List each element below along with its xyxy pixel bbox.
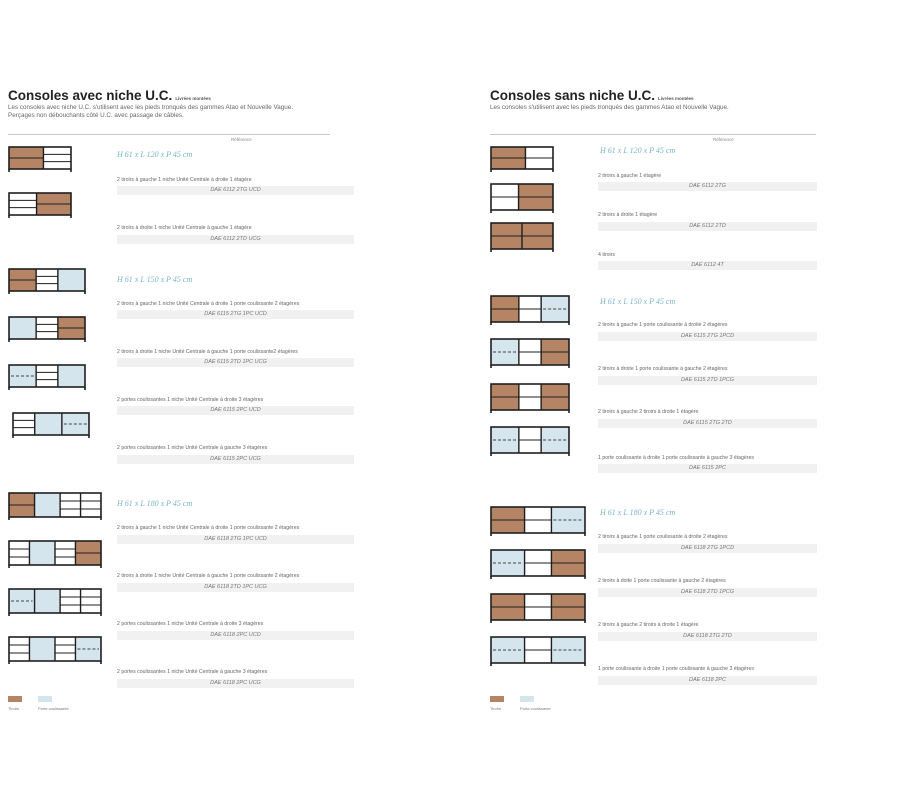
console-illustration xyxy=(490,183,554,213)
console-illustration xyxy=(490,383,570,413)
product-reference: DAE 6112 2TG UCD xyxy=(117,186,354,195)
drawer-block xyxy=(37,193,71,215)
sliding-door-block xyxy=(29,541,55,565)
dimension-label: H 61 x L 180 x P 45 cm xyxy=(600,508,676,517)
product-description: 2 tiroirs à doite 1 porte coulissante à gauche 2 étagères xyxy=(598,578,726,584)
open-shelf-block xyxy=(81,501,101,509)
sliding-door-block xyxy=(541,296,569,322)
product-description: 2 tiroirs à gauche 1 niche Unité Centrale à droite 1 porte coulissante 2 étagères xyxy=(117,301,300,307)
product-description: 2 tiroirs à droite 1 niche Unité Centrale à gauche 1 porte coulissante 2 étagères xyxy=(117,573,300,579)
drawer-block xyxy=(491,594,525,620)
open-shelf-block xyxy=(9,200,37,207)
product-description: 4 tiroirs xyxy=(598,252,616,258)
sliding-door-block xyxy=(62,413,89,435)
drawer-block xyxy=(522,223,553,249)
open-shelf-block xyxy=(36,276,58,283)
open-shelf-block xyxy=(55,549,75,557)
open-shelf-block xyxy=(36,372,58,379)
product-reference: DAE 6118 2TG 1PCD xyxy=(598,544,817,553)
sliding-door-block xyxy=(75,637,101,661)
drawer-block xyxy=(491,223,522,249)
console-illustration xyxy=(8,146,72,172)
drawer-block xyxy=(491,296,519,322)
product-description: 2 tiroirs à gauche 2 tiroirs à droite 1 étagère xyxy=(598,409,699,415)
sliding-door-block xyxy=(9,365,36,387)
drawer-block xyxy=(491,507,525,533)
section-title: Consoles sans niche U.C. Livrées montées xyxy=(490,88,694,103)
drawer-block xyxy=(551,550,585,576)
drawer-block xyxy=(541,339,569,365)
console-illustration xyxy=(8,588,102,616)
sliding-door-block xyxy=(491,637,525,663)
drawer-block xyxy=(491,147,525,169)
console-illustration xyxy=(8,192,72,218)
sliding-door-block xyxy=(35,589,61,613)
product-description: 2 tiroirs à gauche 1 niche Unité Centrale à droite 1 étagère xyxy=(117,177,252,183)
dimension-label: H 61 x L 180 x P 45 cm xyxy=(117,499,193,508)
sliding-door-block xyxy=(551,637,585,663)
sliding-door-block xyxy=(58,269,85,291)
sliding-door-block xyxy=(491,427,519,453)
product-reference: DAE 6118 2TG 1PC UCD xyxy=(117,535,354,544)
wood-swatch xyxy=(8,696,22,702)
product-description: 2 tiroirs à gauche 1 porte coulissante à droite 2 étagères xyxy=(598,322,728,328)
drawer-block xyxy=(541,384,569,410)
product-reference: DAE 6118 2PC UCG xyxy=(117,679,354,688)
product-description: 2 portes coulissantes 1 niche Unité Centrale à droite 3 étagères xyxy=(117,397,264,403)
drawer-block xyxy=(491,384,519,410)
console-illustration xyxy=(490,426,570,456)
section-title: Consoles avec niche U.C. Livrées montées xyxy=(8,88,211,103)
glass-swatch xyxy=(520,696,534,702)
legend-label: Tiroirs xyxy=(490,706,501,711)
console-illustration xyxy=(8,364,86,390)
open-shelf-block xyxy=(60,597,80,605)
console-illustration xyxy=(490,222,554,252)
sliding-door-block xyxy=(551,507,585,533)
open-shelf-block xyxy=(81,597,101,605)
drawer-block xyxy=(58,317,85,339)
legend-label: Tiroirs xyxy=(8,706,19,711)
sliding-door-block xyxy=(35,413,62,435)
sliding-door-block xyxy=(58,365,85,387)
product-reference: DAE 6112 2TD xyxy=(598,222,817,231)
product-reference: DAE 6115 2PC xyxy=(598,464,817,473)
divider xyxy=(490,134,816,135)
console-illustration xyxy=(490,593,586,623)
divider xyxy=(8,134,330,135)
sliding-door-block xyxy=(35,493,61,517)
product-reference: DAE 6118 2TG 2TD xyxy=(598,632,817,641)
product-description: 2 tiroirs à gauche 1 étagère xyxy=(598,173,662,179)
product-reference: DAE 6115 2PC UCD xyxy=(117,406,354,415)
open-shelf-block xyxy=(9,645,29,653)
console-illustration xyxy=(8,636,102,664)
open-shelf-block xyxy=(9,549,29,557)
product-reference: DAE 6115 2PC UCG xyxy=(117,455,354,464)
console-illustration xyxy=(8,316,86,342)
product-reference: DAE 6118 2PC xyxy=(598,676,817,685)
product-description: 1 porte coulissante à droite 1 porte coulissante à gauche 3 étagères xyxy=(598,666,755,672)
product-description: 2 portes coulissantes 1 niche Unité Centrale à gauche 3 étagères xyxy=(117,669,268,675)
console-illustration xyxy=(490,506,586,536)
console-without-niche-section xyxy=(456,0,912,800)
product-description: 2 tiroirs à droite 1 porte coulissante à gauche 2 étagères xyxy=(598,366,728,372)
product-reference: DAE 6112 2TG xyxy=(598,182,817,191)
product-description: 2 portes coulissantes 1 niche Unité Centrale à droite 3 étagères xyxy=(117,621,264,627)
product-reference: DAE 6118 2TD 1PCG xyxy=(598,588,817,597)
sliding-door-block xyxy=(541,427,569,453)
product-reference: DAE 6112 4T xyxy=(598,261,817,270)
drawer-block xyxy=(75,541,101,565)
glass-swatch xyxy=(38,696,52,702)
dimension-label: H 61 x L 120 x P 45 cm xyxy=(600,146,676,155)
open-shelf-block xyxy=(36,324,58,331)
open-shelf-block xyxy=(60,501,80,509)
console-illustration xyxy=(490,636,586,666)
sliding-door-block xyxy=(491,339,519,365)
console-illustration xyxy=(8,268,86,294)
product-reference: DAE 6115 2TG 1PCD xyxy=(598,332,817,341)
console-illustration xyxy=(490,549,586,579)
legend-label: Porte coulissante xyxy=(520,706,551,711)
wood-swatch xyxy=(490,696,504,702)
product-reference: DAE 6115 2TD 1PC UCG xyxy=(117,358,354,367)
console-illustration xyxy=(12,412,90,438)
sliding-door-block xyxy=(9,317,36,339)
sliding-door-block xyxy=(491,550,525,576)
open-shelf-block xyxy=(55,645,75,653)
product-description: 2 tiroirs à droite 1 niche Unité Centrale à gauche 1 porte coulissante2 étagères xyxy=(117,349,298,355)
sliding-door-block xyxy=(9,589,35,613)
section-description: Les consoles avec niche U.C. s'utilisent avec les pieds tronqués des gammes Atao et Nouvelle Vague. Perçages non débouchants côté U.C. avec passage de câbles. xyxy=(8,104,293,119)
product-description: 2 tiroirs à droite 1 niche Unité Centrale à gauche 1 étagère xyxy=(117,225,252,231)
drawer-block xyxy=(551,594,585,620)
product-reference: DAE 6118 2PC UCD xyxy=(117,631,354,640)
dimension-label: H 61 x L 150 x P 45 cm xyxy=(600,297,676,306)
drawer-block xyxy=(9,493,35,517)
section-subtitle: Livrées montées xyxy=(658,96,694,101)
product-reference: DAE 6115 2TG 2TD xyxy=(598,419,817,428)
drawer-block xyxy=(9,147,43,169)
product-description: 2 portes coulissantes 1 niche Unité Centrale à gauche 3 étagères xyxy=(117,445,268,451)
console-illustration xyxy=(490,295,570,325)
drawer-block xyxy=(9,269,36,291)
product-description: 2 tiroirs à gauche 1 niche Unité Centrale à droite 1 porte coulissante 2 étagères xyxy=(117,525,300,531)
drawer-block xyxy=(519,184,553,210)
product-reference: DAE 6115 2TD 1PCG xyxy=(598,376,817,385)
console-illustration xyxy=(490,146,554,172)
product-reference: DAE 6112 2TD UCG xyxy=(117,235,354,244)
console-illustration xyxy=(8,540,102,568)
reference-header: Référence xyxy=(231,137,252,142)
product-description: 2 tiroirs à droite 1 étagère xyxy=(598,212,658,218)
console-illustration xyxy=(8,492,102,520)
open-shelf-block xyxy=(13,420,35,427)
product-description: 2 tiroirs à gauche 2 tiroirs à droite 1 étagère xyxy=(598,622,699,628)
sliding-door-block xyxy=(29,637,55,661)
dimension-label: H 61 x L 120 x P 45 cm xyxy=(117,150,193,159)
legend-label: Porte coulissante xyxy=(38,706,69,711)
dimension-label: H 61 x L 150 x P 45 cm xyxy=(117,275,193,284)
section-subtitle: Livrées montées xyxy=(175,96,211,101)
reference-header: Référence xyxy=(713,137,734,142)
product-description: 1 porte coulissante à droite 1 porte coulissante à gauche 3 étagères xyxy=(598,455,755,461)
console-illustration xyxy=(490,338,570,368)
product-description: 2 tiroirs à gauche 1 porte coulissante à droite 2 étagères xyxy=(598,534,728,540)
section-description: Les consoles s'utilisent avec les pieds tronqués des gammes Atao et Nouvelle Vague. xyxy=(490,104,729,111)
product-reference: DAE 6115 2TG 1PC UCD xyxy=(117,310,354,319)
open-shelf-block xyxy=(43,154,71,161)
product-reference: DAE 6118 2TD 1PC UCG xyxy=(117,583,354,592)
